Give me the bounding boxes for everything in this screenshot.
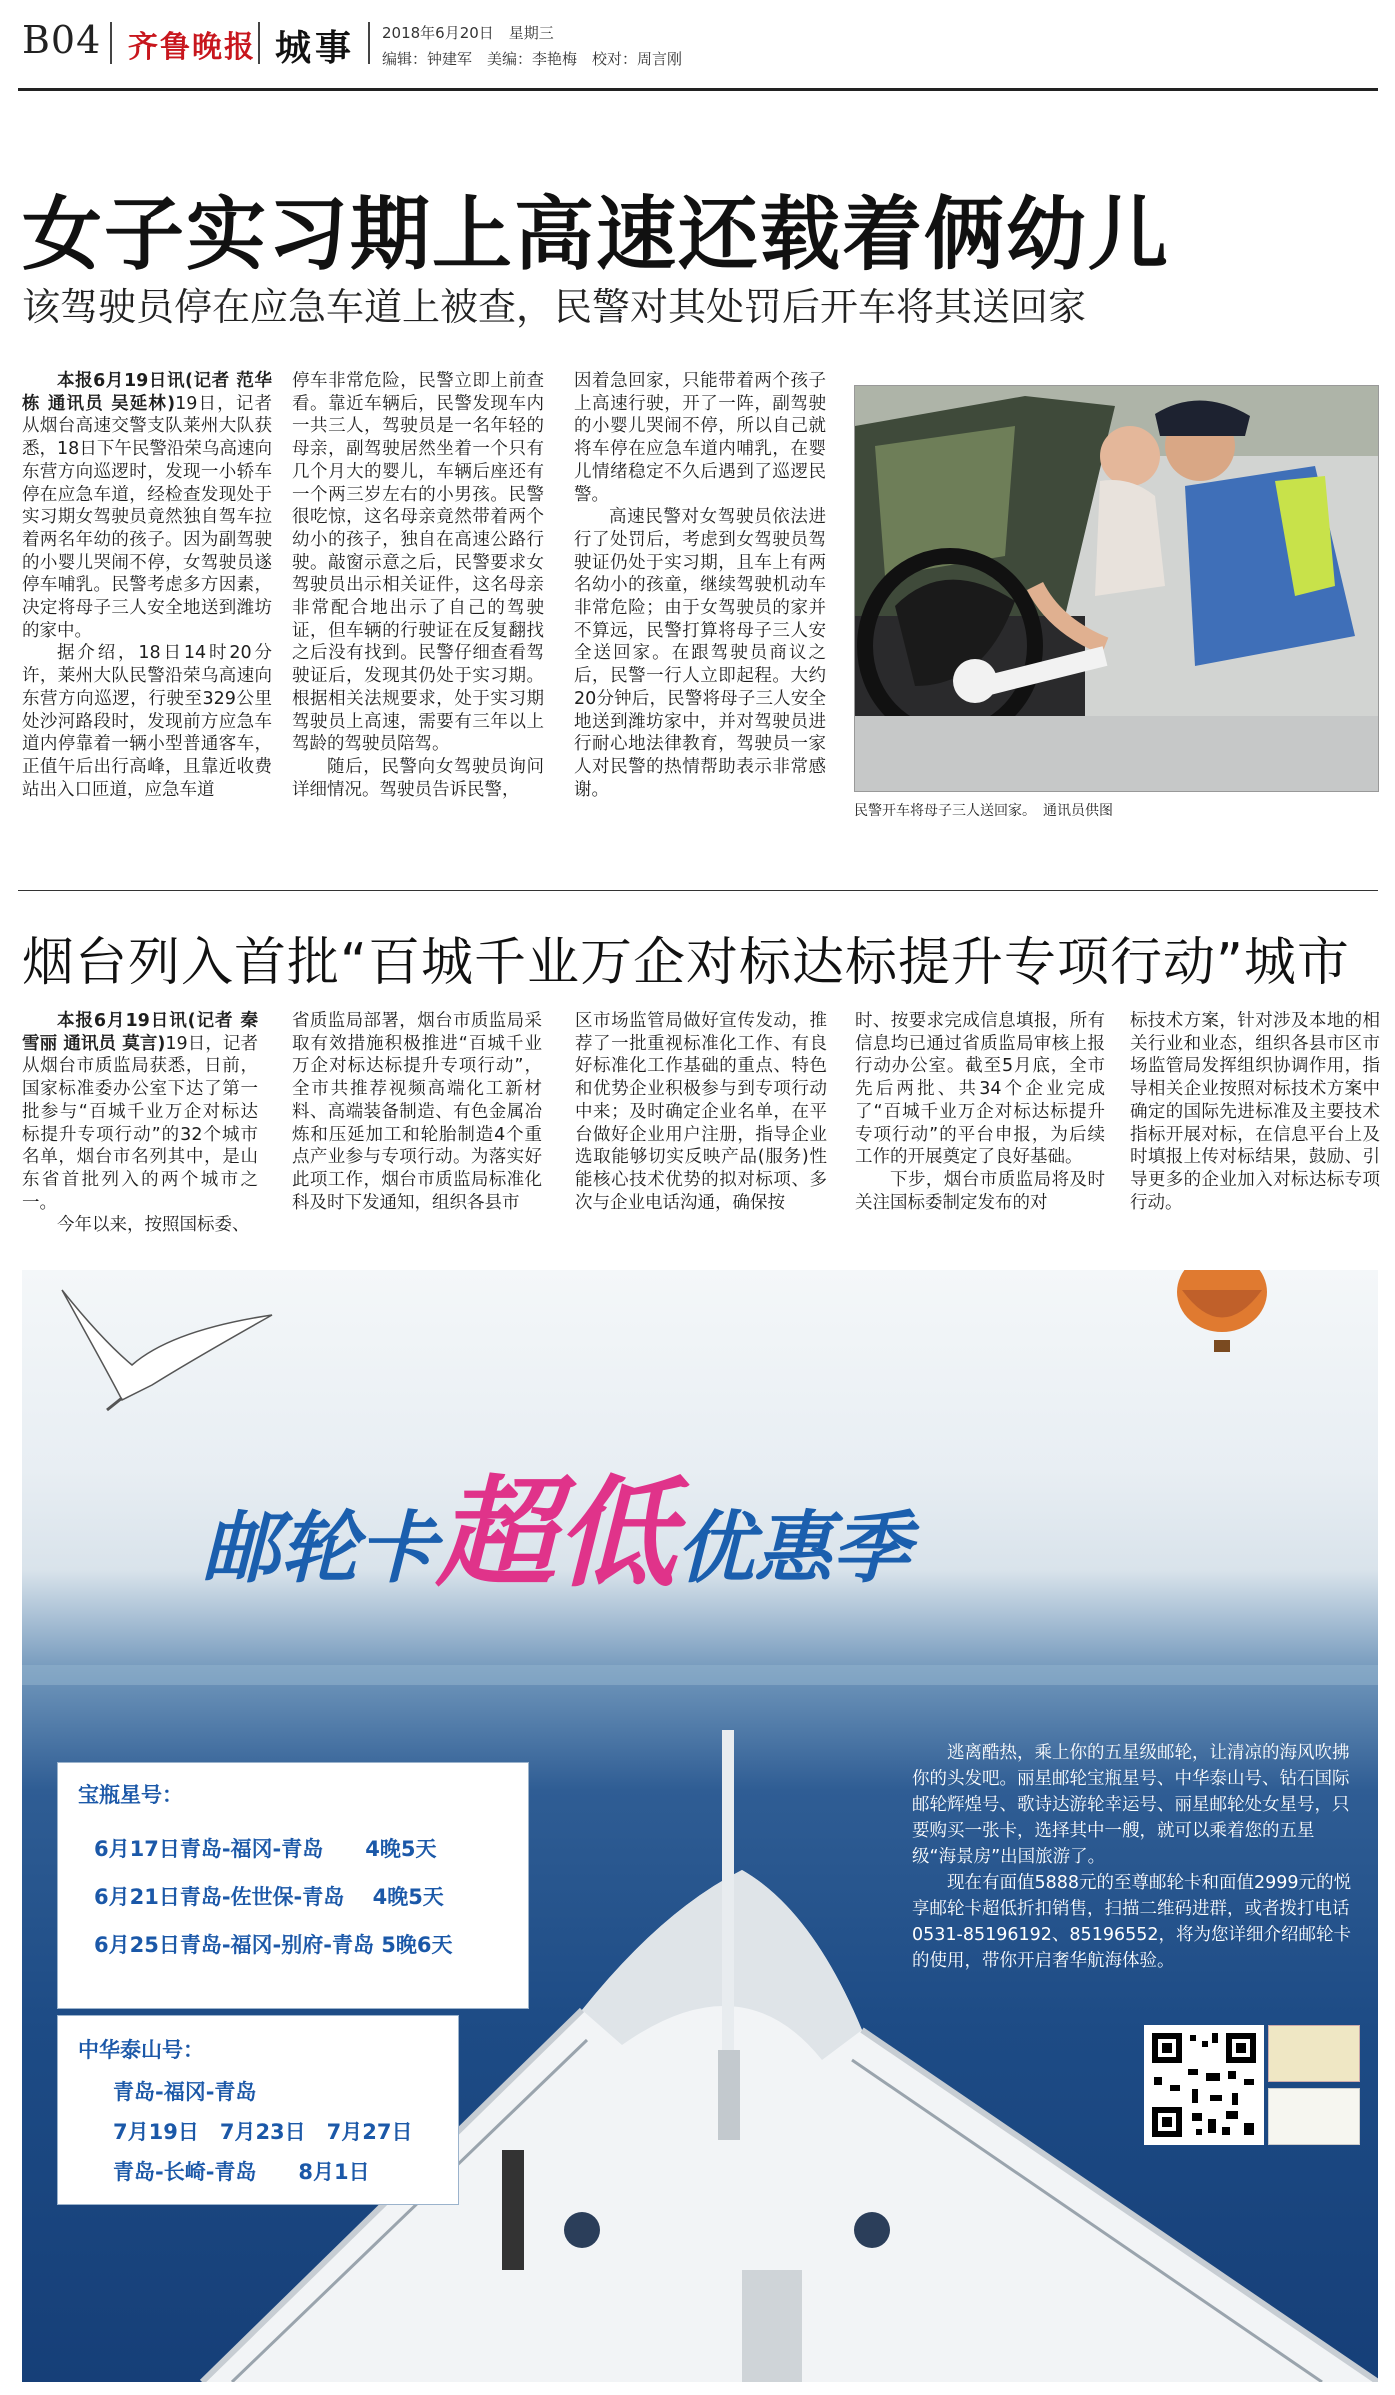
article2-byline: 本报6月19日讯(记者 秦雪丽 通讯员 莫言) (22, 1011, 258, 1054)
paragraph: 随后，民警向女驾驶员询问详细情况。驾驶员告诉民警， (292, 756, 544, 800)
paragraph: 现在有面值5888元的至尊邮轮卡和面值2999元的悦享邮轮卡超低折扣销售，扫描二维码进群，或者拨打电话0531-85196192、85196552，将为您详细介绍邮轮卡的使用，带你开启奢华航海体验。 (912, 1873, 1352, 1971)
paragraph: 今年以来，按照国标委、 (57, 1215, 250, 1236)
article2-column-3 (575, 1010, 827, 1214)
divider (368, 22, 370, 64)
route-line: 7月19日 7月23日 7月27日 (113, 2120, 413, 2144)
route-line: 6月25日青岛-福冈-别府-青岛 5晚6天 (94, 1933, 453, 1957)
route-line: 青岛-福冈-青岛 (113, 2080, 257, 2104)
paragraph: 区市场监管局做好宣传发动，推荐了一批重视标准化工作、有良好标准化工作基础的重点、特色和优势企业积极参与到专项行动中来；及时确定企业名单，在平台做好企业用户注册，指导企业选取能够切实反映产品(服务)性能核心技术优势的拟对标项、多次与企业电话沟通，确保按 (575, 1011, 827, 1213)
cruise-card-silver-image (1268, 2088, 1360, 2145)
masthead-rule (18, 88, 1378, 91)
page-number: B04 (22, 18, 102, 62)
paragraph: 时、按要求完成信息填报，所有信息均已通过省质监局审核上报行动办公室。截至5月底，全市先后两批、共34个企业完成了“百城千业万企对标达标提升专项行动”的平台申报，为后续工作的开展奠定了良好基础。 (855, 1011, 1105, 1168)
paragraph: 据介绍，18日14时20分许，莱州大队民警沿荣乌高速向东营方向巡逻，行驶至329公里处沙河路段时，发现前方应急车道内停靠着一辆小型普通客车，正值午后出行高峰，且靠近收费站出入口匝道，应急车道 (22, 643, 272, 800)
cruise-card-gold-image (1268, 2025, 1360, 2082)
paragraph: 省质监局部署，烟台市质监局采取有效措施积极推进“百城千业万企对标达标提升专项行动”，全市共推荐视频高端化工新材料、高端装备制造、有色金属冶炼和压延加工和轮胎制造4个重点产业参与专项行动。为落实好此项工作，烟台市质监局标准化科及时下发通知，组织各县市 (292, 1011, 542, 1213)
article2-column-2 (292, 1010, 542, 1214)
section-name: 城事 (275, 28, 356, 69)
photo-caption: 民警开车将母子三人送回家。 通讯员供图 (854, 803, 1113, 819)
paragraph: 19日，记者从烟台市质监局获悉，日前，国家标准委办公室下达了第一批参与“百城千业万企对标达标提升专项行动”的32个城市名单，烟台市名列其中，是山东省首批列入的两个城市之一。 (22, 1033, 258, 1213)
article2-column-1 (22, 1010, 258, 1237)
qr-code-icon (1148, 2029, 1260, 2141)
divider (110, 22, 112, 64)
ad-title-highlight: 超低 (436, 1465, 677, 1604)
article1-column-2 (292, 370, 544, 801)
article1-headline: 女子实习期上高速还载着俩幼儿 (22, 188, 1170, 281)
ship-name-baoping: 宝瓶星号： (78, 1783, 183, 1807)
staff-credits: 编辑：钟建军 美编：李艳梅 校对：周言刚 (382, 50, 683, 68)
ship-name-taishan: 中华泰山号： (78, 2038, 204, 2062)
paragraph: 停车非常危险，民警立即上前查看。靠近车辆后，民警发现车内一共三人，驾驶员是一名年轻的母亲，副驾驶居然坐着一个只有几个月大的婴儿，车辆后座还有一个两三岁左右的小男孩。民警很吃惊，这名母亲竟然带着两个幼小的孩子，独自在高速公路行驶。敲窗示意之后，民警要求女驾驶员出示相关证件，这名母亲非常配合地出示了自己的驾驶证，但车辆的行驶证在反复翻找之后没有找到。民警仔细查看驾驶证后，发现其仍处于实习期。根据相关法规要求，处于实习期驾驶员上高速，需要有三年以上驾龄的驾驶员陪驾。 (292, 371, 544, 755)
paragraph: 逃离酷热，乘上你的五星级邮轮，让清凉的海风吹拂你的头发吧。丽星邮轮宝瓶星号、中华泰山号、钻石国际邮轮辉煌号、歌诗达游轮幸运号、丽星邮轮处女星号，只要购买一张卡，选择其中一艘，就可以乘着您的五星级“海景房”出国旅游了。 (912, 1743, 1350, 1867)
article1-column-3 (574, 370, 826, 801)
article2-column-5 (1130, 1010, 1380, 1214)
paragraph: 19日，记者从烟台高速交警支队莱州大队获悉，18日下午民警沿荣乌高速向东营方向巡逻时，发现一小轿车停在应急车道，经检查发现处于实习期女驾驶员竟然独自驾车拉着两名年幼的孩子。因为副驾驶的小婴儿哭闹不停，女驾驶员遂停车哺乳。民警考虑多方因素，决定将母子三人安全地送到潍坊的家中。 (22, 393, 272, 641)
cruise-card-advertisement (22, 1270, 1378, 2382)
masthead (0, 0, 1395, 90)
ad-title-left: 邮轮卡 (202, 1504, 437, 1594)
ad-title-right: 优惠季 (676, 1504, 911, 1594)
route-card-zhonghua-taishan (57, 2015, 459, 2205)
article1-column-1 (22, 370, 272, 801)
article1-subhead: 该驾驶员停在应急车道上被查，民警对其处罚后开车将其送回家 (22, 285, 1087, 329)
route-line: 青岛-长崎-青岛 8月1日 (113, 2160, 370, 2184)
paragraph: 高速民警对女驾驶员依法进行了处罚后，考虑到女驾驶员驾驶证仍处于实习期，且车上有两名幼小的孩童，继续驾驶机动车非常危险；由于女驾驶员的家并不算远，民警打算将母子三人安全送回家。在跟驾驶员商议之后，民警一行人立即起程。大约20分钟后，民警将母子三人安全地送到潍坊家中，并对驾驶员进行耐心地法律教育，驾驶员一家人对民警的热情帮助表示非常感谢。 (574, 507, 826, 800)
section-divider (18, 890, 1378, 891)
ad-body-text (912, 1740, 1352, 1974)
news-photo-police-driving (854, 385, 1379, 792)
issue-date: 2018年6月20日 星期三 (382, 24, 554, 42)
article2-headline: 烟台列入首批“百城千业万企对标达标提升专项行动”城市 (22, 933, 1350, 993)
route-line: 6月21日青岛-佐世保-青岛 4晚5天 (94, 1885, 444, 1909)
paragraph: 标技术方案，针对涉及本地的相关行业和业态，组织各县市区市场监管局发挥组织协调作用，指导相关企业按照对标技术方案中确定的国际先进标准及主要技术指标开展对标，在信息平台上及时填报上传对标结果，鼓励、引导更多的企业加入对标达标专项行动。 (1130, 1011, 1380, 1213)
paragraph: 下步，烟台市质监局将及时关注国标委制定发布的对 (855, 1169, 1105, 1213)
divider (258, 22, 260, 64)
article2-column-4 (855, 1010, 1105, 1214)
paper-name-logo: 齐鲁晚报 (128, 30, 256, 65)
qr-code[interactable] (1144, 2025, 1264, 2145)
photo-illustration (855, 386, 1378, 791)
route-line: 6月17日青岛-福冈-青岛 4晚5天 (94, 1837, 437, 1861)
ad-title (202, 1438, 910, 1610)
route-card-baoping (57, 1762, 529, 2009)
paragraph: 因着急回家，只能带着两个孩子上高速行驶，开了一阵，副驾驶的小婴儿哭闹不停，所以自己就将车停在应急车道内哺乳，在婴儿情绪稳定不久后遇到了巡逻民警。 (574, 371, 826, 505)
article1-byline: 本报6月19日讯(记者 范华栋 通讯员 吴延林) (22, 371, 272, 414)
